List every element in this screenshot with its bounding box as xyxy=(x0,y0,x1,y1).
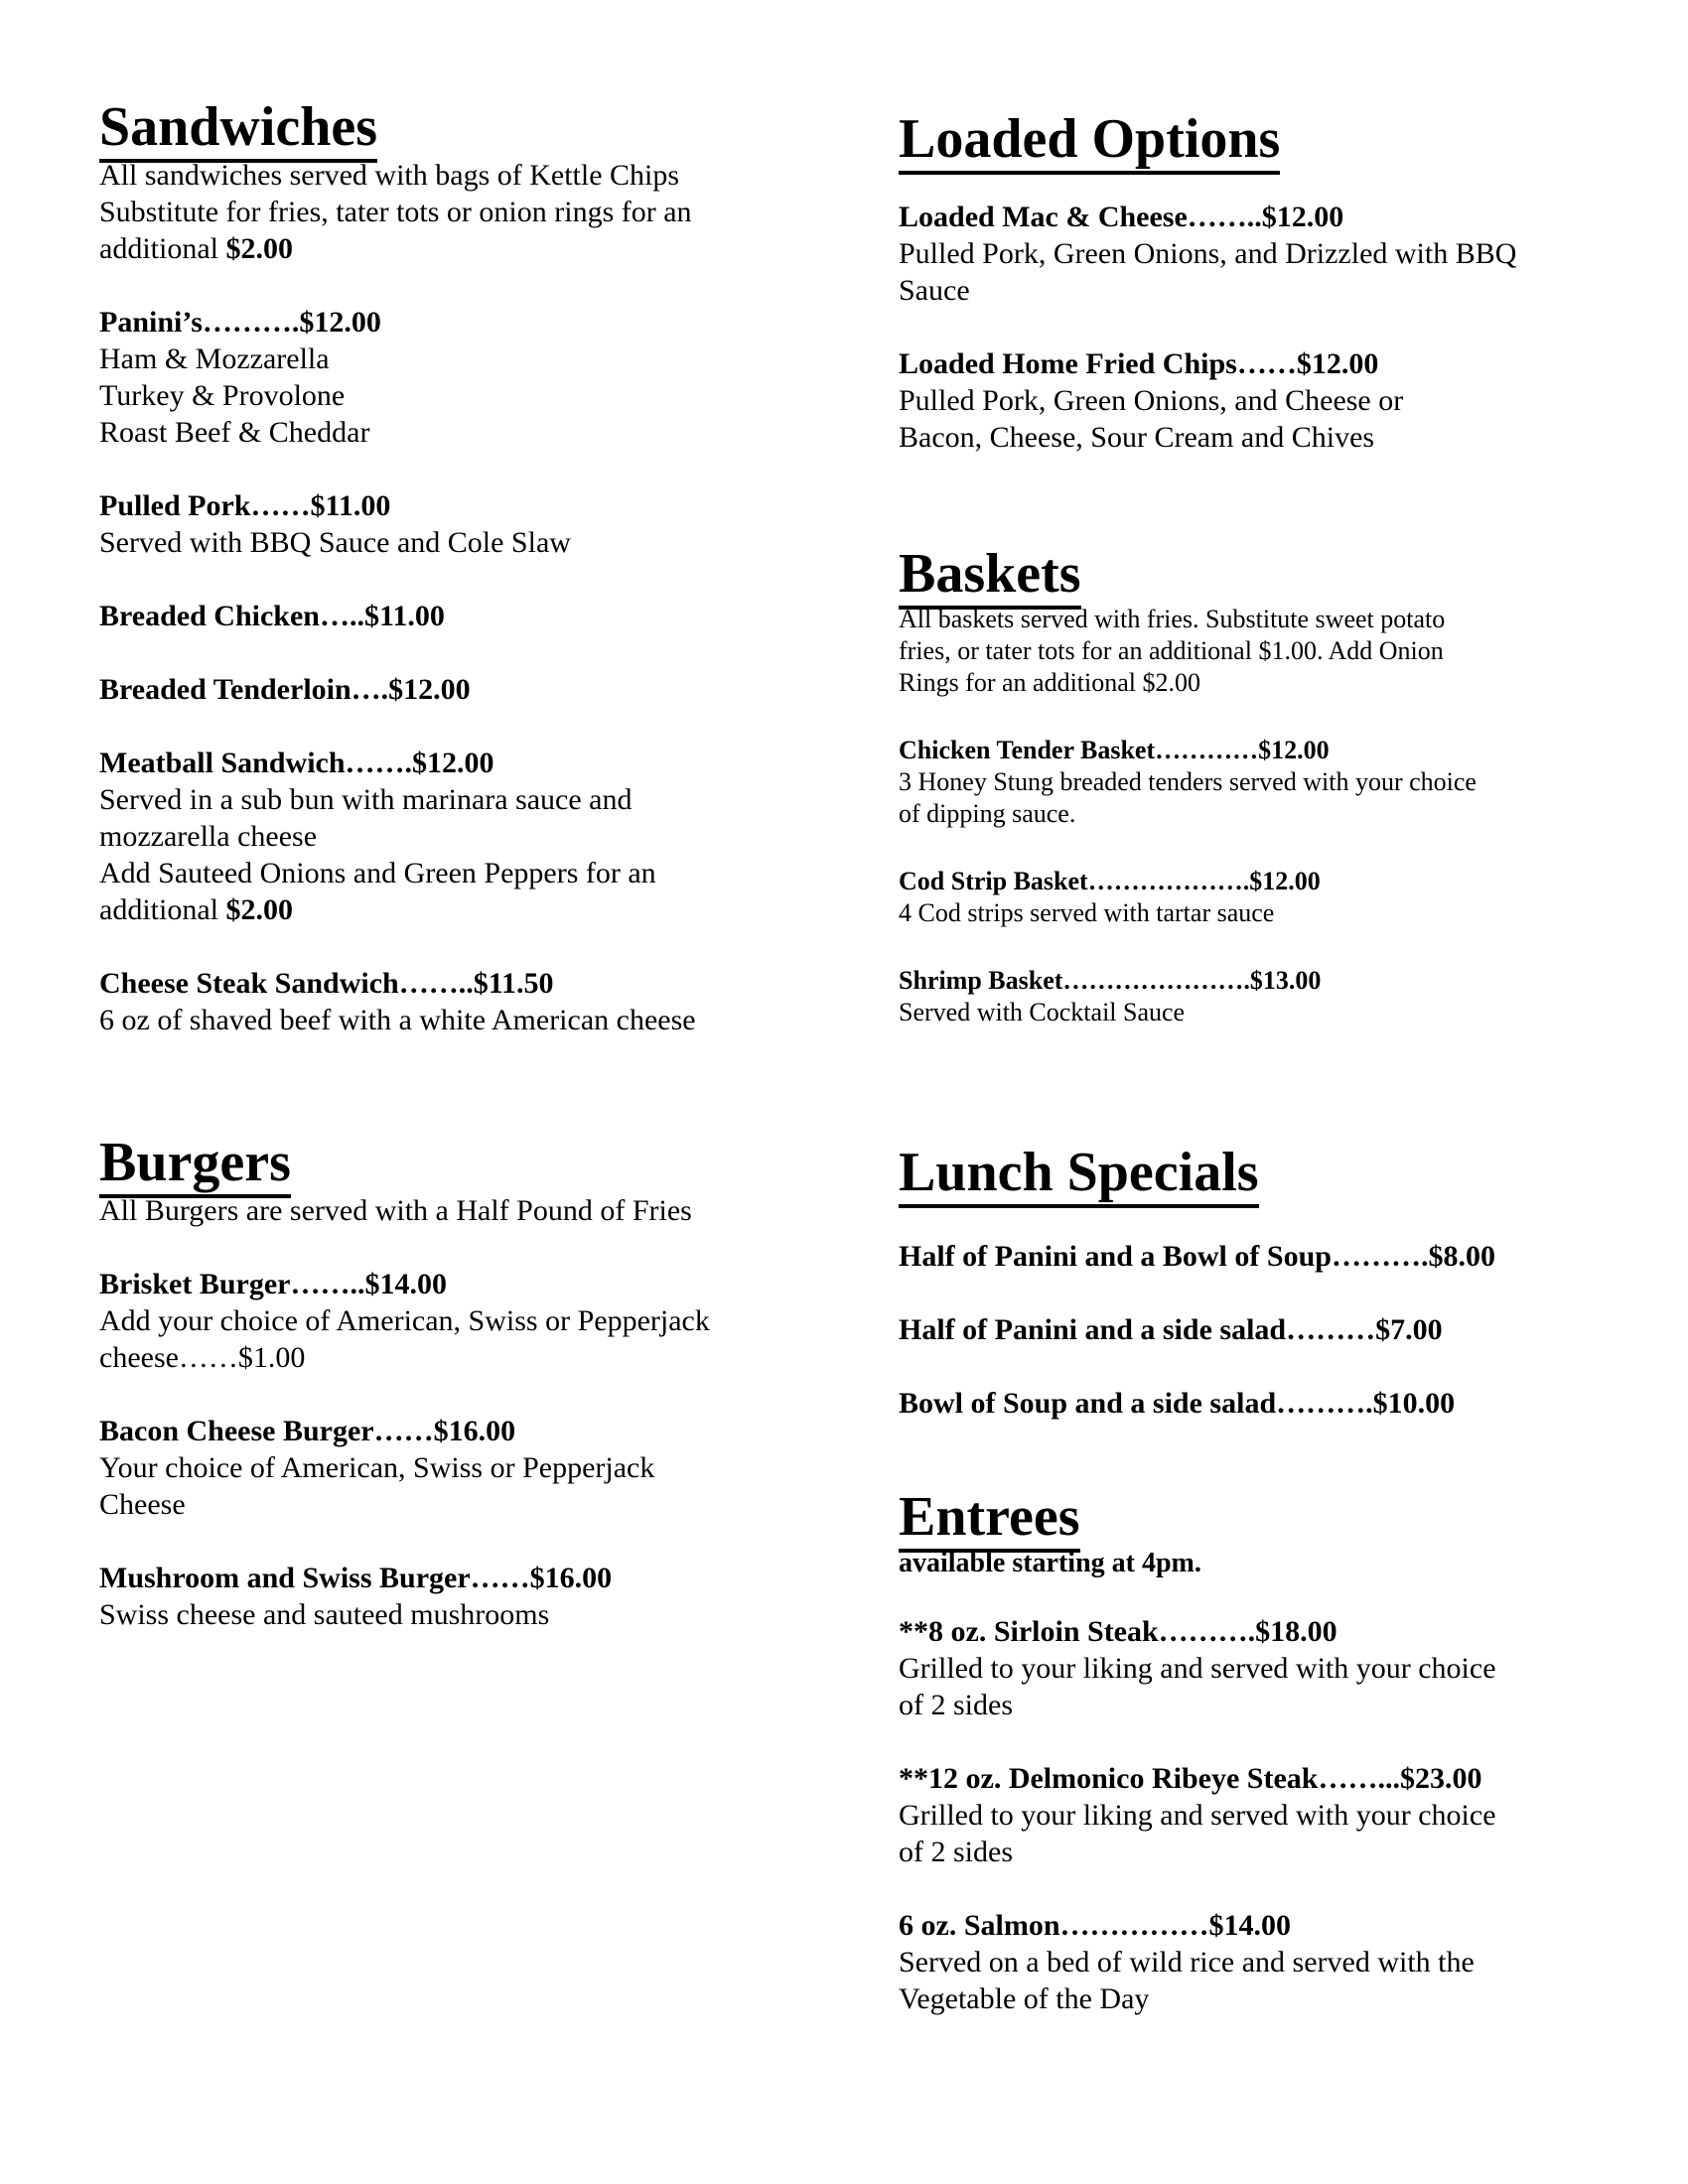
item-desc-line: cheese……$1.00 xyxy=(99,1341,306,1374)
baskets-intro xyxy=(899,604,1683,699)
section-burgers xyxy=(99,1132,710,1633)
item-title: Loaded Home Fried Chips……$12.00 xyxy=(899,347,1379,380)
menu-item-cod-strip-basket xyxy=(899,866,1683,929)
entrees-availability-note: available starting at 4pm. xyxy=(899,1548,1201,1578)
intro-line: Substitute for fries, tater tots or onion rings for an xyxy=(99,196,692,228)
item-title: Breaded Tenderloin….$12.00 xyxy=(99,673,471,706)
menu-item-breaded-tenderloin xyxy=(99,671,705,708)
section-sandwiches xyxy=(99,97,705,1038)
item-desc-line: Turkey & Provolone xyxy=(99,379,346,412)
item-desc-line: 4 Cod strips served with tartar sauce xyxy=(899,898,1275,927)
item-title: Shrimp Basket………………….$13.00 xyxy=(899,966,1322,995)
intro-line: All baskets served with fries. Substitute sweet potato xyxy=(899,605,1446,633)
section-lunch-specials xyxy=(899,1143,1683,1422)
item-title: Half of Panini and a Bowl of Soup……….$8.00 xyxy=(899,1240,1495,1273)
menu-item-delmonico-ribeye xyxy=(899,1760,1683,1870)
item-title: Half of Panini and a side salad………$7.00 xyxy=(899,1313,1443,1346)
lunch-specials-heading xyxy=(899,1143,1683,1202)
entrees-heading xyxy=(899,1487,1683,1547)
section-entrees xyxy=(899,1487,1683,2017)
menu-item-soup-and-salad xyxy=(899,1385,1683,1422)
item-title: Mushroom and Swiss Burger……$16.00 xyxy=(99,1562,613,1594)
menu-item-half-panini-salad xyxy=(899,1311,1683,1348)
baskets-heading xyxy=(899,544,1683,604)
item-title: **8 oz. Sirloin Steak……….$18.00 xyxy=(899,1615,1337,1648)
item-desc-line: Sauce xyxy=(899,274,970,307)
item-desc-line: 3 Honey Stung breaded tenders served with your choice xyxy=(899,767,1477,796)
item-desc-line: Add Sauteed Onions and Green Peppers for an xyxy=(99,857,656,889)
burgers-heading xyxy=(99,1133,705,1192)
item-title: Bacon Cheese Burger……$16.00 xyxy=(99,1415,516,1447)
lunch-specials-heading-text: Lunch Specials xyxy=(899,1142,1259,1208)
item-desc-line: mozzarella cheese xyxy=(99,820,318,853)
item-title: Meatball Sandwich…….$12.00 xyxy=(99,747,494,779)
item-desc-line: Pulled Pork, Green Onions, and Cheese or xyxy=(899,384,1404,417)
menu-item-pulled-pork xyxy=(99,487,705,561)
item-desc-line: Your choice of American, Swiss or Pepperjack xyxy=(99,1451,655,1484)
item-desc-line: Bacon, Cheese, Sour Cream and Chives xyxy=(899,421,1375,454)
menu-item-meatball-sandwich xyxy=(99,745,705,928)
item-desc-line: Pulled Pork, Green Onions, and Drizzled with BBQ xyxy=(899,237,1517,270)
sandwiches-heading-text: Sandwiches xyxy=(99,96,377,163)
item-desc-line: Roast Beef & Cheddar xyxy=(99,416,370,449)
item-desc-line: 6 oz of shaved beef with a white American cheese xyxy=(99,1004,696,1036)
desc-price: $2.00 xyxy=(225,893,293,926)
item-title: Bowl of Soup and a side salad……….$10.00 xyxy=(899,1387,1456,1420)
item-title: Breaded Chicken…..$11.00 xyxy=(99,600,445,632)
item-desc-line: Served on a bed of wild rice and served with the xyxy=(899,1946,1475,1979)
item-title: Loaded Mac & Cheese……..$12.00 xyxy=(899,201,1344,233)
menu-item-salmon xyxy=(899,1907,1683,2017)
item-desc-line: Grilled to your liking and served with your choice xyxy=(899,1799,1496,1832)
intro-line: Rings for an additional $2.00 xyxy=(899,668,1201,697)
item-desc-line: of dipping sauce. xyxy=(899,799,1076,828)
menu-item-bacon-cheese-burger xyxy=(99,1413,705,1523)
menu-item-cheese-steak xyxy=(99,965,705,1038)
burgers-heading-text: Burgers xyxy=(99,1132,291,1198)
intro-line: All sandwiches served with bags of Kettle Chips xyxy=(99,159,680,192)
intro-line xyxy=(99,230,705,267)
item-title: Cheese Steak Sandwich……..$11.50 xyxy=(99,967,554,1000)
intro-text: additional xyxy=(99,232,226,265)
item-title: Chicken Tender Basket…………$12.00 xyxy=(899,736,1330,764)
item-title: Panini’s……….$12.00 xyxy=(99,306,381,339)
item-desc-line: Served with BBQ Sauce and Cole Slaw xyxy=(99,526,571,559)
burgers-note: All Burgers are served with a Half Pound of Fries xyxy=(99,1194,692,1227)
item-desc-line: Served with Cocktail Sauce xyxy=(899,998,1186,1026)
menu-item-chicken-tender-basket xyxy=(899,735,1683,830)
menu-item-paninis xyxy=(99,304,705,451)
menu-item-shrimp-basket xyxy=(899,965,1683,1028)
intro-line: fries, or tater tots for an additional $1.00. Add Onion xyxy=(899,636,1444,665)
loaded-options-heading-text: Loaded Options xyxy=(899,108,1280,175)
menu-item-mushroom-swiss-burger xyxy=(99,1560,705,1633)
item-desc-line: Ham & Mozzarella xyxy=(99,342,330,375)
item-desc-line: of 2 sides xyxy=(899,1836,1013,1868)
section-baskets xyxy=(899,544,1683,1028)
menu-item-breaded-chicken xyxy=(99,598,705,634)
entrees-heading-text: Entrees xyxy=(899,1486,1080,1553)
sandwiches-intro xyxy=(99,157,705,267)
item-desc-line xyxy=(99,891,705,928)
left-column xyxy=(99,96,710,1633)
item-desc-line: Swiss cheese and sauteed mushrooms xyxy=(99,1598,550,1631)
menu-item-brisket-burger xyxy=(99,1266,710,1376)
menu-item-half-panini-soup xyxy=(899,1238,1683,1275)
loaded-options-heading xyxy=(899,109,1683,169)
item-desc-line: Cheese xyxy=(99,1488,186,1521)
menu-item-loaded-home-fried-chips xyxy=(899,345,1683,456)
intro-price: $2.00 xyxy=(225,232,293,265)
menu-item-loaded-mac-cheese xyxy=(899,199,1683,309)
item-title: 6 oz. Salmon……………$14.00 xyxy=(899,1909,1292,1942)
item-desc-line: Vegetable of the Day xyxy=(899,1982,1150,2015)
item-desc-line: Add your choice of American, Swiss or Pepperjack xyxy=(99,1304,710,1337)
item-desc-line: of 2 sides xyxy=(899,1689,1013,1721)
sandwiches-heading xyxy=(99,97,705,157)
item-desc-line: Grilled to your liking and served with your choice xyxy=(899,1652,1496,1685)
item-title: Brisket Burger……..$14.00 xyxy=(99,1268,447,1300)
item-title: Cod Strip Basket……………….$12.00 xyxy=(899,867,1321,895)
baskets-heading-text: Baskets xyxy=(899,543,1081,610)
item-title: Pulled Pork……$11.00 xyxy=(99,489,391,522)
menu-item-sirloin-steak xyxy=(899,1613,1683,1723)
desc-text: additional xyxy=(99,893,226,926)
item-desc-line: Served in a sub bun with marinara sauce and xyxy=(99,783,633,816)
right-column xyxy=(899,97,1683,2017)
section-loaded-options xyxy=(899,109,1683,456)
item-title: **12 oz. Delmonico Ribeye Steak……...$23.00 xyxy=(899,1762,1482,1795)
